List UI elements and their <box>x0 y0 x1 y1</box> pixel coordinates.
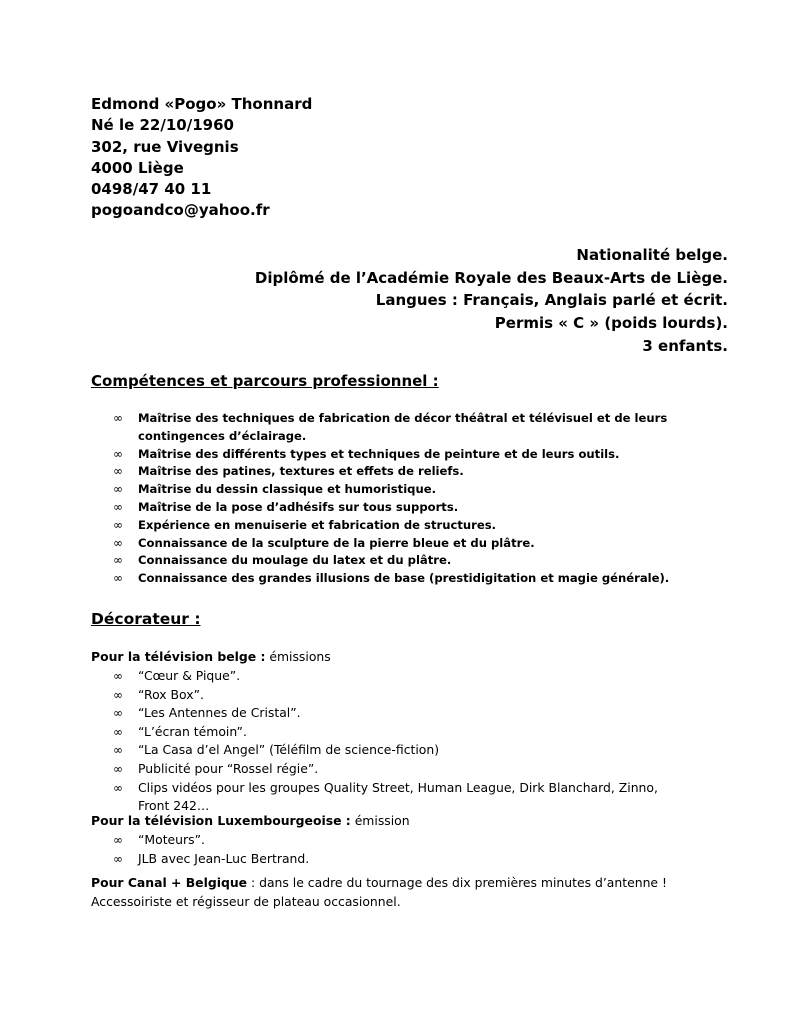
diploma: Diplômé de l’Académie Royale des Beaux-Arts de Liège. <box>254 268 728 287</box>
city: 4000 Liège <box>91 158 184 177</box>
canal-plus-line <box>91 873 731 892</box>
street-address: 302, rue Vivegnis <box>91 137 239 156</box>
list-item-text: Clips vidéos pour les groupes Quality Street, Human League, Dirk Blanchard, Zinno, Front 242… <box>138 779 658 814</box>
infinity-bullet-icon: ∞ <box>113 553 123 568</box>
list-item-text: Maîtrise de la pose d’adhésifs sur tous supports. <box>138 499 459 514</box>
infinity-bullet-icon: ∞ <box>113 411 123 425</box>
infinity-bullet-icon: ∞ <box>113 851 123 866</box>
belgian-tv-label <box>91 649 331 664</box>
list-item-text: Connaissance du moulage du latex et du plâtre. <box>138 553 452 568</box>
list-item <box>113 850 673 869</box>
list-item <box>113 741 673 760</box>
luxembourg-tv-list <box>113 831 673 868</box>
list-item <box>113 481 673 499</box>
list-item <box>113 446 673 464</box>
infinity-bullet-icon: ∞ <box>113 669 123 683</box>
belgian-tv-heading: Pour la télévision belge : <box>91 649 266 664</box>
full-name: Edmond «Pogo» Thonnard <box>91 95 313 113</box>
list-item <box>113 779 673 816</box>
infinity-bullet-icon: ∞ <box>113 706 123 721</box>
list-item-text: “Rox Box”. <box>138 686 204 702</box>
canal-plus-heading: Pour Canal + Belgique <box>91 875 248 890</box>
list-item-text: Expérience en menuiserie et fabrication de structures. <box>138 517 497 532</box>
list-item-text: Connaissance des grandes illusions de base (prestidigitation et magie générale). <box>138 571 670 586</box>
list-item <box>113 570 673 588</box>
list-item <box>113 831 673 850</box>
belgian-tv-list <box>113 667 673 816</box>
list-item-text: Maîtrise des techniques de fabrication de décor théâtral et télévisuel et de leurs contingences d’éclairage. <box>138 411 668 443</box>
driving-license: Permis « C » (poids lourds). <box>494 314 728 333</box>
contact-header <box>91 94 312 222</box>
list-item-text: “Cœur & Pique”. <box>138 668 241 683</box>
luxembourg-tv-heading: Pour la télévision Luxembourgeoise : <box>91 813 351 828</box>
list-item-text: “La Casa d’el Angel” (Téléfilm de science-fiction) <box>138 742 440 758</box>
list-item <box>113 686 673 705</box>
list-item <box>113 517 673 535</box>
infinity-bullet-icon: ∞ <box>113 687 123 702</box>
list-item <box>113 552 673 570</box>
phone-number: 0498/47 40 11 <box>91 180 212 199</box>
luxembourg-tv-label <box>91 813 410 828</box>
infinity-bullet-icon: ∞ <box>113 780 123 795</box>
canal-plus-role: Accessoiriste et régisseur de plateau occasionnel. <box>91 894 401 909</box>
list-item <box>113 535 673 553</box>
canal-plus-text: : dans le cadre du tournage des dix premières minutes d’antenne ! <box>247 875 667 890</box>
list-item-text: “Moteurs”. <box>138 832 205 847</box>
birth-date: Né le 22/10/1960 <box>91 116 234 135</box>
list-item-text: Publicité pour “Rossel régie”. <box>138 760 319 776</box>
infinity-bullet-icon: ∞ <box>113 446 123 461</box>
infinity-bullet-icon: ∞ <box>113 482 123 497</box>
competences-list <box>113 410 673 588</box>
canal-plus-paragraph <box>91 873 731 911</box>
competences-heading: Compétences et parcours professionnel : <box>91 372 439 390</box>
email-address: pogoandco@yahoo.fr <box>91 201 270 220</box>
list-item <box>113 723 673 742</box>
decorateur-heading: Décorateur : <box>91 610 201 628</box>
list-item-text: Maîtrise des différents types et techniques de peinture et de leurs outils. <box>138 446 620 461</box>
list-item-text: “L’écran témoin”. <box>138 723 247 739</box>
infinity-bullet-icon: ∞ <box>113 833 123 847</box>
infinity-bullet-icon: ∞ <box>113 743 123 758</box>
infinity-bullet-icon: ∞ <box>113 517 123 532</box>
luxembourg-tv-suffix: émission <box>350 813 410 828</box>
list-item <box>113 410 673 446</box>
list-item-text: “Les Antennes de Cristal”. <box>138 705 301 721</box>
infinity-bullet-icon: ∞ <box>113 535 123 550</box>
personal-info <box>255 244 728 358</box>
list-item <box>113 499 673 517</box>
children: 3 enfants. <box>642 336 728 355</box>
list-item-text: Maîtrise des patines, textures et effets de reliefs. <box>138 464 464 479</box>
list-item <box>113 667 673 686</box>
nationality: Nationalité belge. <box>576 246 728 264</box>
belgian-tv-suffix: émissions <box>265 649 331 664</box>
infinity-bullet-icon: ∞ <box>113 464 123 479</box>
infinity-bullet-icon: ∞ <box>113 761 123 776</box>
infinity-bullet-icon: ∞ <box>113 724 123 739</box>
infinity-bullet-icon: ∞ <box>113 499 123 514</box>
list-item-text: Connaissance de la sculpture de la pierre bleue et du plâtre. <box>138 535 535 550</box>
list-item <box>113 463 673 481</box>
list-item-text: JLB avec Jean-Luc Bertrand. <box>138 850 310 866</box>
infinity-bullet-icon: ∞ <box>113 571 123 586</box>
list-item-text: Maîtrise du dessin classique et humoristique. <box>138 482 437 497</box>
list-item <box>113 704 673 723</box>
languages: Langues : Français, Anglais parlé et écrit. <box>375 291 728 310</box>
list-item <box>113 760 673 779</box>
